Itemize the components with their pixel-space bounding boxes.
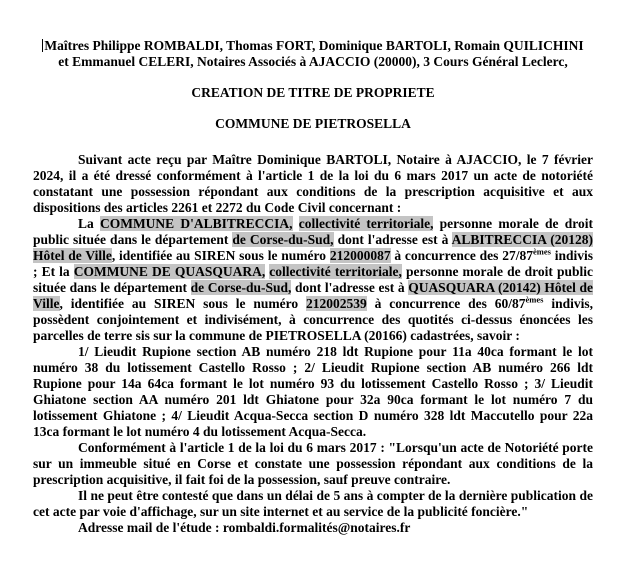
- text-segment: Il ne peut être contesté que dans un délai de 5 ans à compter de la dernière publication de cet acte par voie d'affichage, sur un site internet et au service de la publicité foncière.": [33, 488, 593, 519]
- highlighted-text: de Corse-du-Sud,: [232, 232, 334, 247]
- document-body: [33, 152, 593, 536]
- text-segment: La: [78, 216, 100, 231]
- highlighted-text: COMMUNE D'ALBITRECCIA,: [99, 216, 293, 231]
- highlighted-text: ALBITRECCIA (20128) Hôtel de Ville: [33, 232, 593, 263]
- superscript-text: èmes: [532, 246, 551, 257]
- paragraph-contestation: [33, 488, 593, 520]
- text-segment: dont l'adresse est à: [291, 280, 409, 295]
- header-line-1: [33, 38, 593, 54]
- text-segment: 1/ Lieudit Rupione section AB numéro 218 ldt Rupione pour 11a 40ca formant le lot numéro 38 du lotissement Castello Rosso ; 2/ Lieudit Rupione section AB numéro 266 ldt Rupione pour 14a 64ca formant le lot numéro 93 du lotissement Castello Rosso ; 3/ Lieudit Ghiatone section AA numéro 201 ldt Ghiatone pour 32a 90ca formant le lot numéro 7 du lotissement Ghiatone ; 4/ Lieudit Acqua-Secca section D numéro 328 ldt Maccutello pour 22a 13ca formant le lot numéro 4 du lotissement Acqua-Secca.: [33, 344, 593, 439]
- document-text-block: [33, 38, 593, 536]
- paragraph-acte-intro: [33, 152, 593, 216]
- text-segment: , identifiée au SIREN sous le numéro: [59, 296, 307, 311]
- paragraph-parcelles: [33, 344, 593, 440]
- text-segment: personne morale de droit public située dans le département: [33, 264, 593, 295]
- text-segment: à concurrence des 60/87: [366, 296, 526, 311]
- text-segment: indivis, possèdent conjointement et indivisément, à concurrence des quotités ci-dessus énoncées les parcelles de terre sis sur la commune de PIETROSELLA (20166) cadastrées, savoir :: [33, 296, 593, 343]
- superscript-text: èmes: [525, 294, 544, 305]
- highlighted-text: de Corse-du-Sud,: [190, 280, 292, 295]
- highlighted-text: collectivité territoriale,: [269, 264, 402, 279]
- highlighted-text: 212000087: [329, 248, 391, 263]
- highlighted-text: QUASQUARA (20142) Hôtel de Ville: [33, 280, 593, 311]
- notaires-header: [33, 38, 593, 70]
- text-segment: , identifiée au SIREN sous le numéro: [111, 248, 330, 263]
- paragraph-loi-citation: [33, 440, 593, 488]
- text-segment: indivis ; Et la: [33, 248, 593, 279]
- header-line-1-text: Maîtres Philippe ROMBALDI, Thomas FORT, Dominique BARTOLI, Romain QUILICHINI: [44, 38, 584, 53]
- highlighted-text: collectivité territoriale,: [298, 216, 434, 231]
- text-segment: [293, 216, 299, 231]
- highlighted-text: 212002539: [306, 296, 367, 311]
- header-line-2: [33, 54, 593, 70]
- paragraph-adresse-mail: [33, 520, 593, 536]
- text-segment: dont l'adresse est à: [333, 232, 452, 247]
- document-subtitle: COMMUNE DE PIETROSELLA: [215, 116, 411, 131]
- highlighted-text: COMMUNE DE QUASQUARA,: [73, 264, 266, 279]
- text-segment: à concurrence des 27/87: [390, 248, 533, 263]
- text-segment: Suivant acte reçu par Maître Dominique BARTOLI, Notaire à AJACCIO, le 7 février 2024, il a été dressé conformément à l'article 1 de la loi du 6 mars 2017 un acte de notoriété constatant une possession répondant aux conditions de la prescription acquisitive et aux dispositions des articles 2261 et 2272 du Code Civil concernant :: [33, 152, 593, 215]
- header-line-2-text: et Emmanuel CELERI, Notaires Associés à AJACCIO (20000), 3 Cours Général Leclerc,: [58, 54, 568, 69]
- paragraph-communes: [33, 216, 593, 344]
- text-segment: personne morale de droit public située dans le département: [33, 216, 593, 247]
- document-title: CREATION DE TITRE DE PROPRIETE: [191, 85, 435, 100]
- text-segment: Conformément à l'article 1 de la loi du 6 mars 2017 : "Lorsqu'un acte de Notoriété porte sur un immeuble situé en Corse et constate une possession répondant aux conditions de la prescription acquisitive, il fait foi de la possession, sauf preuve contraire.: [33, 440, 593, 487]
- text-segment: Adresse mail de l'étude : rombaldi.formalités@notaires.fr: [78, 520, 411, 535]
